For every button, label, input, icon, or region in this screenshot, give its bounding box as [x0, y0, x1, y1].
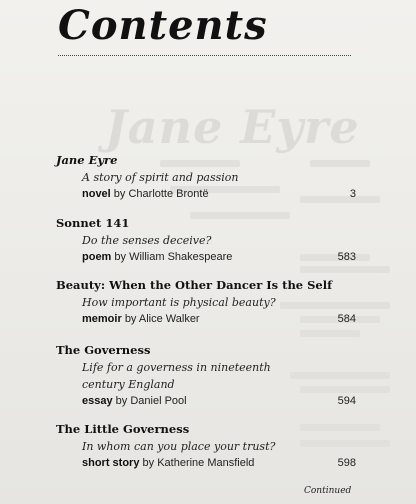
- toc-entry[interactable]: [56, 342, 356, 410]
- entry-title: The Little Governess: [56, 422, 190, 436]
- toc-entry[interactable]: [56, 421, 356, 472]
- entry-title: Beauty: When the Other Dancer Is the Self: [56, 278, 333, 292]
- entry-title: Sonnet 141: [56, 216, 130, 230]
- entry-genre: essay: [82, 395, 113, 407]
- entry-genre: short story: [82, 457, 140, 469]
- entry-description: Do the senses deceive?: [82, 234, 212, 247]
- entry-meta: [82, 186, 356, 203]
- page-title: Contents: [58, 2, 268, 49]
- entry-genre: memoir: [82, 313, 122, 325]
- entry-page-number: 583: [337, 251, 356, 263]
- toc-entry[interactable]: [56, 215, 356, 266]
- entry-genre: novel: [82, 188, 111, 200]
- entry-author: by Daniel Pool: [115, 395, 187, 407]
- entry-author: by William Shakespeare: [114, 251, 233, 263]
- entry-title: Jane Eyre: [56, 153, 118, 167]
- entry-page-number: 598: [337, 457, 356, 469]
- toc-entry[interactable]: [56, 152, 356, 203]
- show-through-text: Jane Eyre: [105, 100, 360, 154]
- entry-description: A story of spirit and passion: [82, 171, 239, 184]
- entry-page-number: 594: [337, 395, 356, 407]
- entry-page-number: 584: [337, 313, 356, 325]
- entry-meta: [82, 311, 356, 328]
- entry-meta: [82, 249, 356, 266]
- entry-meta: [82, 455, 356, 472]
- continued-label: Continued: [304, 486, 352, 496]
- entry-title: The Governess: [56, 343, 151, 357]
- toc-entry[interactable]: [56, 277, 356, 328]
- entry-meta: [82, 393, 356, 410]
- entry-author: by Katherine Mansfield: [142, 457, 255, 469]
- entry-description: How important is physical beauty?: [82, 296, 276, 309]
- entry-author: by Charlotte Brontë: [113, 188, 209, 200]
- entry-page-number: 3: [349, 188, 356, 200]
- entry-description: century England: [82, 378, 175, 391]
- title-rule: [58, 55, 351, 56]
- entry-description: Life for a governess in nineteenth: [82, 361, 271, 374]
- entry-genre: poem: [82, 251, 112, 263]
- entry-description: In whom can you place your trust?: [82, 440, 276, 453]
- entry-author: by Alice Walker: [124, 313, 200, 325]
